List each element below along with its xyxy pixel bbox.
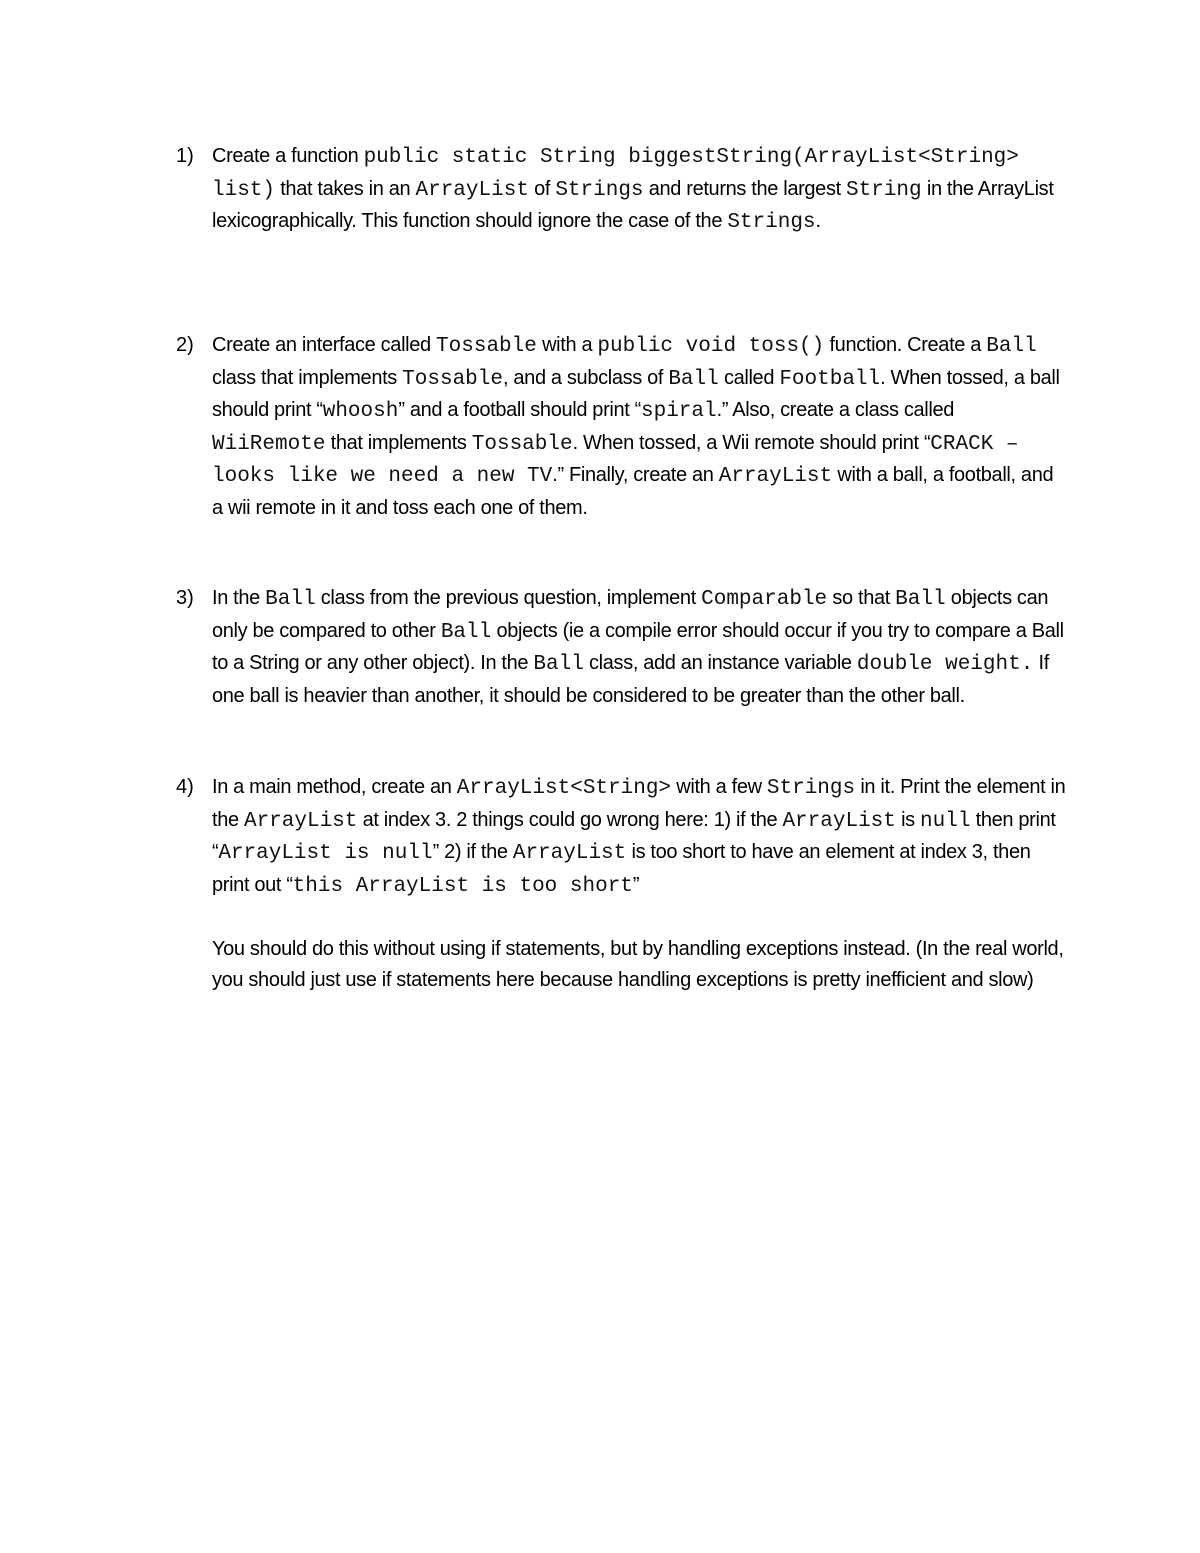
text-span: class from the previous question, implement — [315, 587, 702, 609]
code-span: double weight. — [856, 653, 1034, 676]
text-span: .” Also, create a class called — [716, 399, 955, 421]
text-span: with a ball, a football, and a wii remote in it and toss each one of them. — [212, 464, 1054, 519]
code-span: Football — [779, 367, 881, 391]
text-span: . When tossed, a ball should print “ — [212, 366, 1060, 421]
code-span: ArrayList — [512, 842, 627, 865]
text-span: at index 3. 2 things could go wrong here: 1) if the — [357, 808, 783, 831]
code-span: Ball — [440, 620, 492, 644]
code-span: ArrayList is null — [218, 842, 433, 865]
question-text — [212, 583, 1066, 712]
text-span: in the ArrayList lexicographically. This function should ignore the case of the — [212, 177, 1054, 232]
code-span: ArrayList — [415, 178, 529, 202]
text-span: . When tossed, a Wii remote should print “ — [572, 431, 931, 454]
question-text — [212, 141, 1066, 239]
code-span: Ball — [895, 588, 946, 611]
code-span: whoosh — [322, 400, 399, 423]
question-paragraph — [212, 772, 1066, 902]
code-span: Ball — [986, 335, 1037, 358]
question-text — [212, 330, 1066, 524]
question-paragraph — [212, 934, 1066, 997]
text-span: so that — [827, 587, 896, 609]
text-span: called — [718, 366, 780, 389]
question-text — [212, 772, 1066, 997]
text-span: ” — [632, 873, 640, 896]
code-span: null — [920, 809, 971, 833]
text-span: then print “ — [212, 808, 1056, 863]
code-span: String — [846, 178, 922, 202]
question-paragraph — [212, 330, 1066, 524]
code-span: ArrayList — [243, 809, 358, 833]
code-span: Tossable — [471, 432, 573, 456]
text-span: Create a function — [212, 145, 364, 167]
text-span: , and a subclass of — [502, 366, 669, 389]
question-number: 4) — [176, 776, 194, 798]
text-span: objects (ie a compile error should occur if you try to compare a Ball to a String or any other object). In the — [212, 619, 1064, 674]
text-span: is too short to have an element at index 3, then print out “ — [212, 841, 1031, 896]
text-span: In a main method, create an — [212, 776, 457, 798]
code-span: Comparable — [701, 588, 828, 611]
text-span: in it. Print the element in the — [212, 776, 1066, 831]
code-span: Ball — [668, 367, 719, 391]
text-span: class, add an instance variable — [583, 652, 857, 674]
code-span: ArrayList — [718, 465, 833, 488]
text-span: is — [895, 808, 921, 831]
question-number: 3) — [176, 587, 194, 609]
code-span: WiiRemote — [212, 432, 326, 456]
code-span: Strings — [555, 178, 644, 202]
code-span: Strings — [766, 777, 856, 800]
code-span: spiral — [640, 400, 717, 423]
code-span: public void toss() — [597, 335, 825, 358]
text-span: ” 2) if the — [432, 841, 513, 863]
text-span: In the — [212, 587, 266, 609]
code-span: ArrayList — [782, 809, 896, 833]
text-span: If one ball is heavier than another, it should be considered to be greater than the other ball. — [212, 652, 1049, 707]
text-span: Create an interface called — [212, 334, 437, 356]
question-paragraph — [212, 583, 1066, 712]
text-span: .” Finally, create an — [552, 464, 719, 486]
code-span: Ball — [533, 653, 584, 676]
text-span: that takes in an — [275, 177, 416, 200]
code-span: this ArrayList is too short — [292, 874, 633, 898]
code-span: Ball — [265, 588, 316, 611]
text-span: with a few — [671, 776, 767, 798]
code-span: Tossable — [436, 335, 537, 358]
text-span: ” and a football should print “ — [398, 399, 641, 421]
text-span: function. Create a — [824, 334, 987, 356]
question-number: 1) — [176, 145, 194, 167]
text-span: with a — [536, 334, 598, 356]
code-span: Strings — [727, 211, 816, 234]
text-span: and returns the largest — [643, 177, 847, 200]
text-span: You should do this without using if statements, but by handling exceptions instead. (In the real world, you should just use if statements here because handling exceptions is pretty inefficient and slow) — [212, 937, 1064, 991]
code-span: Tossable — [402, 367, 503, 391]
text-span: of — [528, 177, 556, 200]
text-span: objects can only be compared to other — [212, 587, 1049, 642]
code-span: CRACK – looks like we need a new TV — [212, 432, 1019, 488]
text-span: class that implements — [212, 366, 403, 389]
question-paragraph — [212, 141, 1066, 239]
code-span: ArrayList<String> — [456, 777, 672, 800]
code-span: public static String biggestString(ArrayList<String> list) — [212, 146, 1019, 202]
question-number: 2) — [176, 334, 194, 356]
text-span: that implements — [325, 431, 472, 454]
text-span: . — [815, 210, 821, 232]
